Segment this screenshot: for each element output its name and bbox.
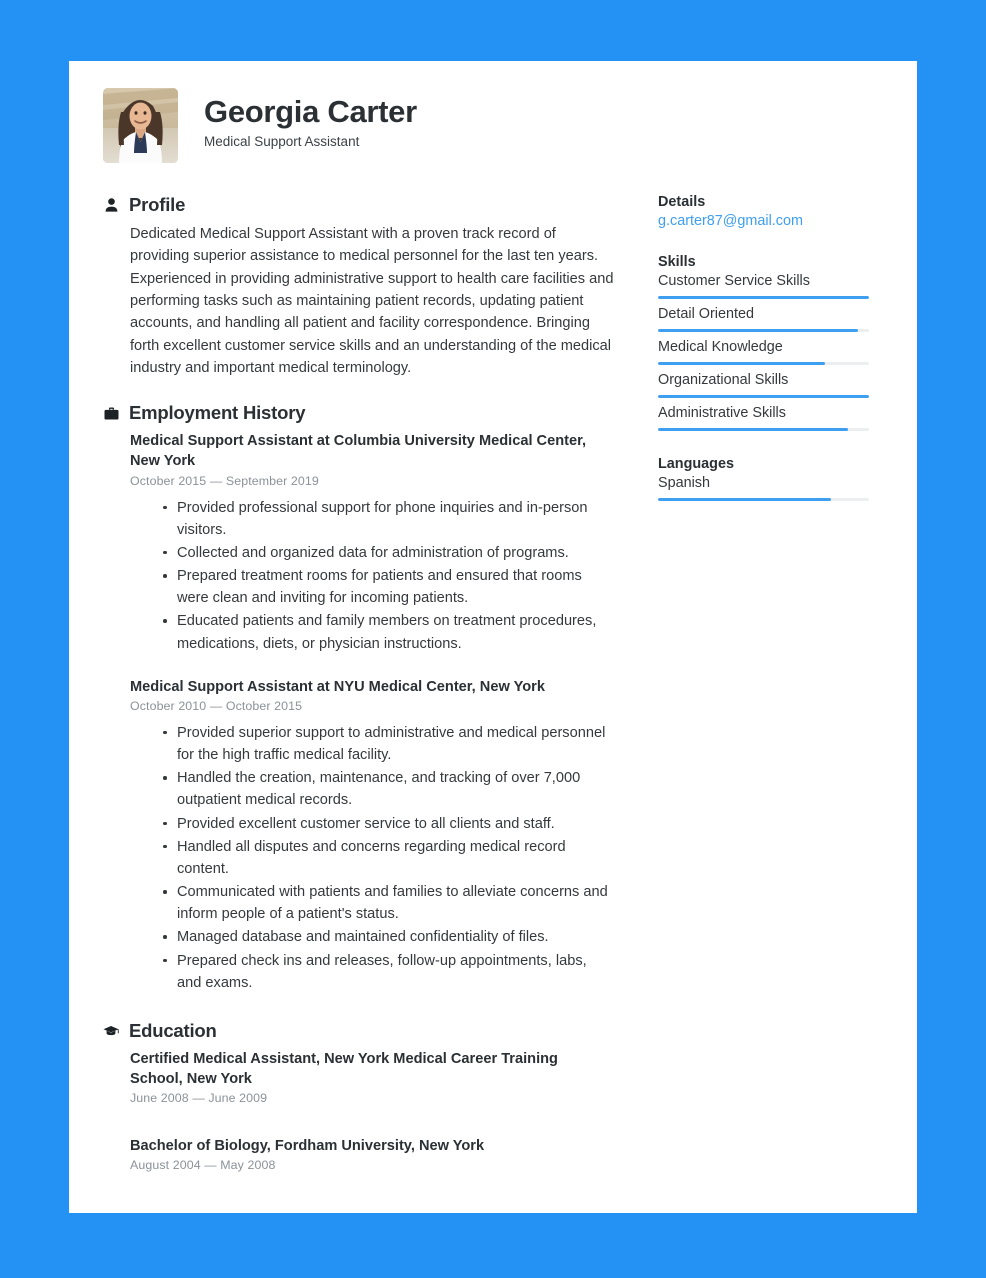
language-bar-track	[658, 498, 869, 501]
employment-entry-title: Medical Support Assistant at Columbia University Medical Center, New York	[130, 433, 587, 470]
section-profile	[103, 194, 614, 379]
list-item: Communicated with patients and families to alleviate concerns and inform people of a patient's status.	[163, 881, 614, 925]
sidebar-heading-skills: Skills	[658, 254, 696, 270]
section-title-employment: Employment History	[129, 402, 306, 424]
employment-entry-date: October 2010 — October 2015	[130, 698, 303, 713]
employment-entry	[130, 677, 614, 994]
skill-bar-track	[658, 428, 869, 431]
skill-label: Detail Oriented	[658, 306, 754, 322]
section-employment	[103, 402, 614, 994]
skill-bar-track	[658, 329, 869, 332]
section-education	[103, 1020, 614, 1172]
employment-entry-date: October 2015 — September 2019	[130, 473, 319, 488]
skill-label: Organizational Skills	[658, 372, 789, 388]
resume-page	[69, 61, 917, 1213]
job-title: Medical Support Assistant	[204, 133, 360, 149]
spacer	[130, 1122, 614, 1136]
education-entry	[130, 1049, 614, 1105]
list-item: Educated patients and family members on treatment procedures, medications, diets, or physician instructions.	[163, 610, 614, 654]
name-block	[178, 88, 417, 149]
sidebar-languages	[658, 456, 869, 501]
section-header-profile	[103, 194, 614, 216]
sidebar-heading-details: Details	[658, 194, 706, 210]
skill-bar-fill	[658, 362, 825, 365]
section-header-education	[103, 1020, 614, 1042]
skill-bar-track	[658, 362, 869, 365]
skill-item	[658, 339, 869, 365]
full-name: Georgia Carter	[204, 94, 417, 129]
list-item: Collected and organized data for administration of programs.	[163, 542, 614, 564]
education-entry	[130, 1136, 614, 1172]
skill-bar-fill	[658, 329, 858, 332]
language-label: Spanish	[658, 475, 711, 491]
list-item: Provided excellent customer service to all clients and staff.	[163, 813, 614, 835]
list-item: Managed database and maintained confidentiality of files.	[163, 926, 614, 948]
language-bar-fill	[658, 498, 831, 501]
skill-item	[658, 405, 869, 431]
skill-label: Customer Service Skills	[658, 273, 810, 289]
education-entries	[103, 1049, 614, 1172]
list-item: Prepared treatment rooms for patients and ensured that rooms were clean and inviting for incoming patients.	[163, 565, 614, 609]
skill-label: Medical Knowledge	[658, 339, 783, 355]
employment-entries	[103, 431, 614, 994]
avatar	[103, 88, 178, 163]
skill-item	[658, 372, 869, 398]
education-entry-date: August 2004 — May 2008	[130, 1158, 276, 1173]
person-icon	[103, 197, 119, 213]
skill-bar-fill	[658, 296, 869, 299]
skill-bar-fill	[658, 428, 848, 431]
resume-header	[69, 61, 917, 163]
education-entry-date: June 2008 — June 2009	[130, 1091, 268, 1106]
section-title-profile: Profile	[129, 194, 186, 215]
sidebar	[614, 194, 917, 1195]
sidebar-skills	[658, 254, 869, 431]
list-item: Provided professional support for phone inquiries and in-person visitors.	[163, 497, 614, 541]
skill-bar-track	[658, 395, 869, 398]
resume-body	[69, 163, 917, 1195]
graduation-cap-icon	[103, 1023, 119, 1039]
employment-entry-bullets	[130, 497, 614, 655]
skill-item	[658, 306, 869, 332]
list-item: Provided superior support to administrative and medical personnel for the high traffic medical facility.	[163, 722, 614, 766]
employment-entry-title: Medical Support Assistant at NYU Medical Center, New York	[130, 678, 545, 695]
list-item: Handled all disputes and concerns regarding medical record content.	[163, 836, 614, 880]
sidebar-details	[658, 194, 869, 229]
section-header-employment	[103, 402, 614, 424]
education-entry-title: Bachelor of Biology, Fordham University, New York	[130, 1138, 485, 1155]
skill-bar-fill	[658, 395, 869, 398]
briefcase-icon	[103, 405, 119, 421]
section-title-education: Education	[129, 1019, 217, 1041]
profile-text: Dedicated Medical Support Assistant with a proven track record of providing superior assistance to medical personnel for the last ten years. Experienced in providing administrative support to health care facilities and performing tasks such as maintaining patient records, updating patient accounts, and handling all patient and facility correspondence. Bringing forth excellent customer service skills and an understanding of the medical industry and important medical terminology.	[130, 226, 614, 376]
list-item: Prepared check ins and releases, follow-up appointments, labs, and exams.	[163, 950, 614, 994]
skill-item	[658, 273, 869, 299]
list-item: Handled the creation, maintenance, and tracking of over 7,000 outpatient medical records.	[163, 767, 614, 811]
language-item	[658, 475, 869, 501]
employment-entry-bullets	[130, 722, 614, 994]
employment-entry	[130, 431, 614, 654]
education-entry-title: Certified Medical Assistant, New York Medical Career Training School, New York	[130, 1050, 558, 1088]
email-link[interactable]: g.carter87@gmail.com	[658, 213, 803, 229]
main-column	[69, 194, 614, 1195]
skill-label: Administrative Skills	[658, 405, 786, 421]
skill-bar-track	[658, 296, 869, 299]
sidebar-heading-languages: Languages	[658, 456, 734, 472]
